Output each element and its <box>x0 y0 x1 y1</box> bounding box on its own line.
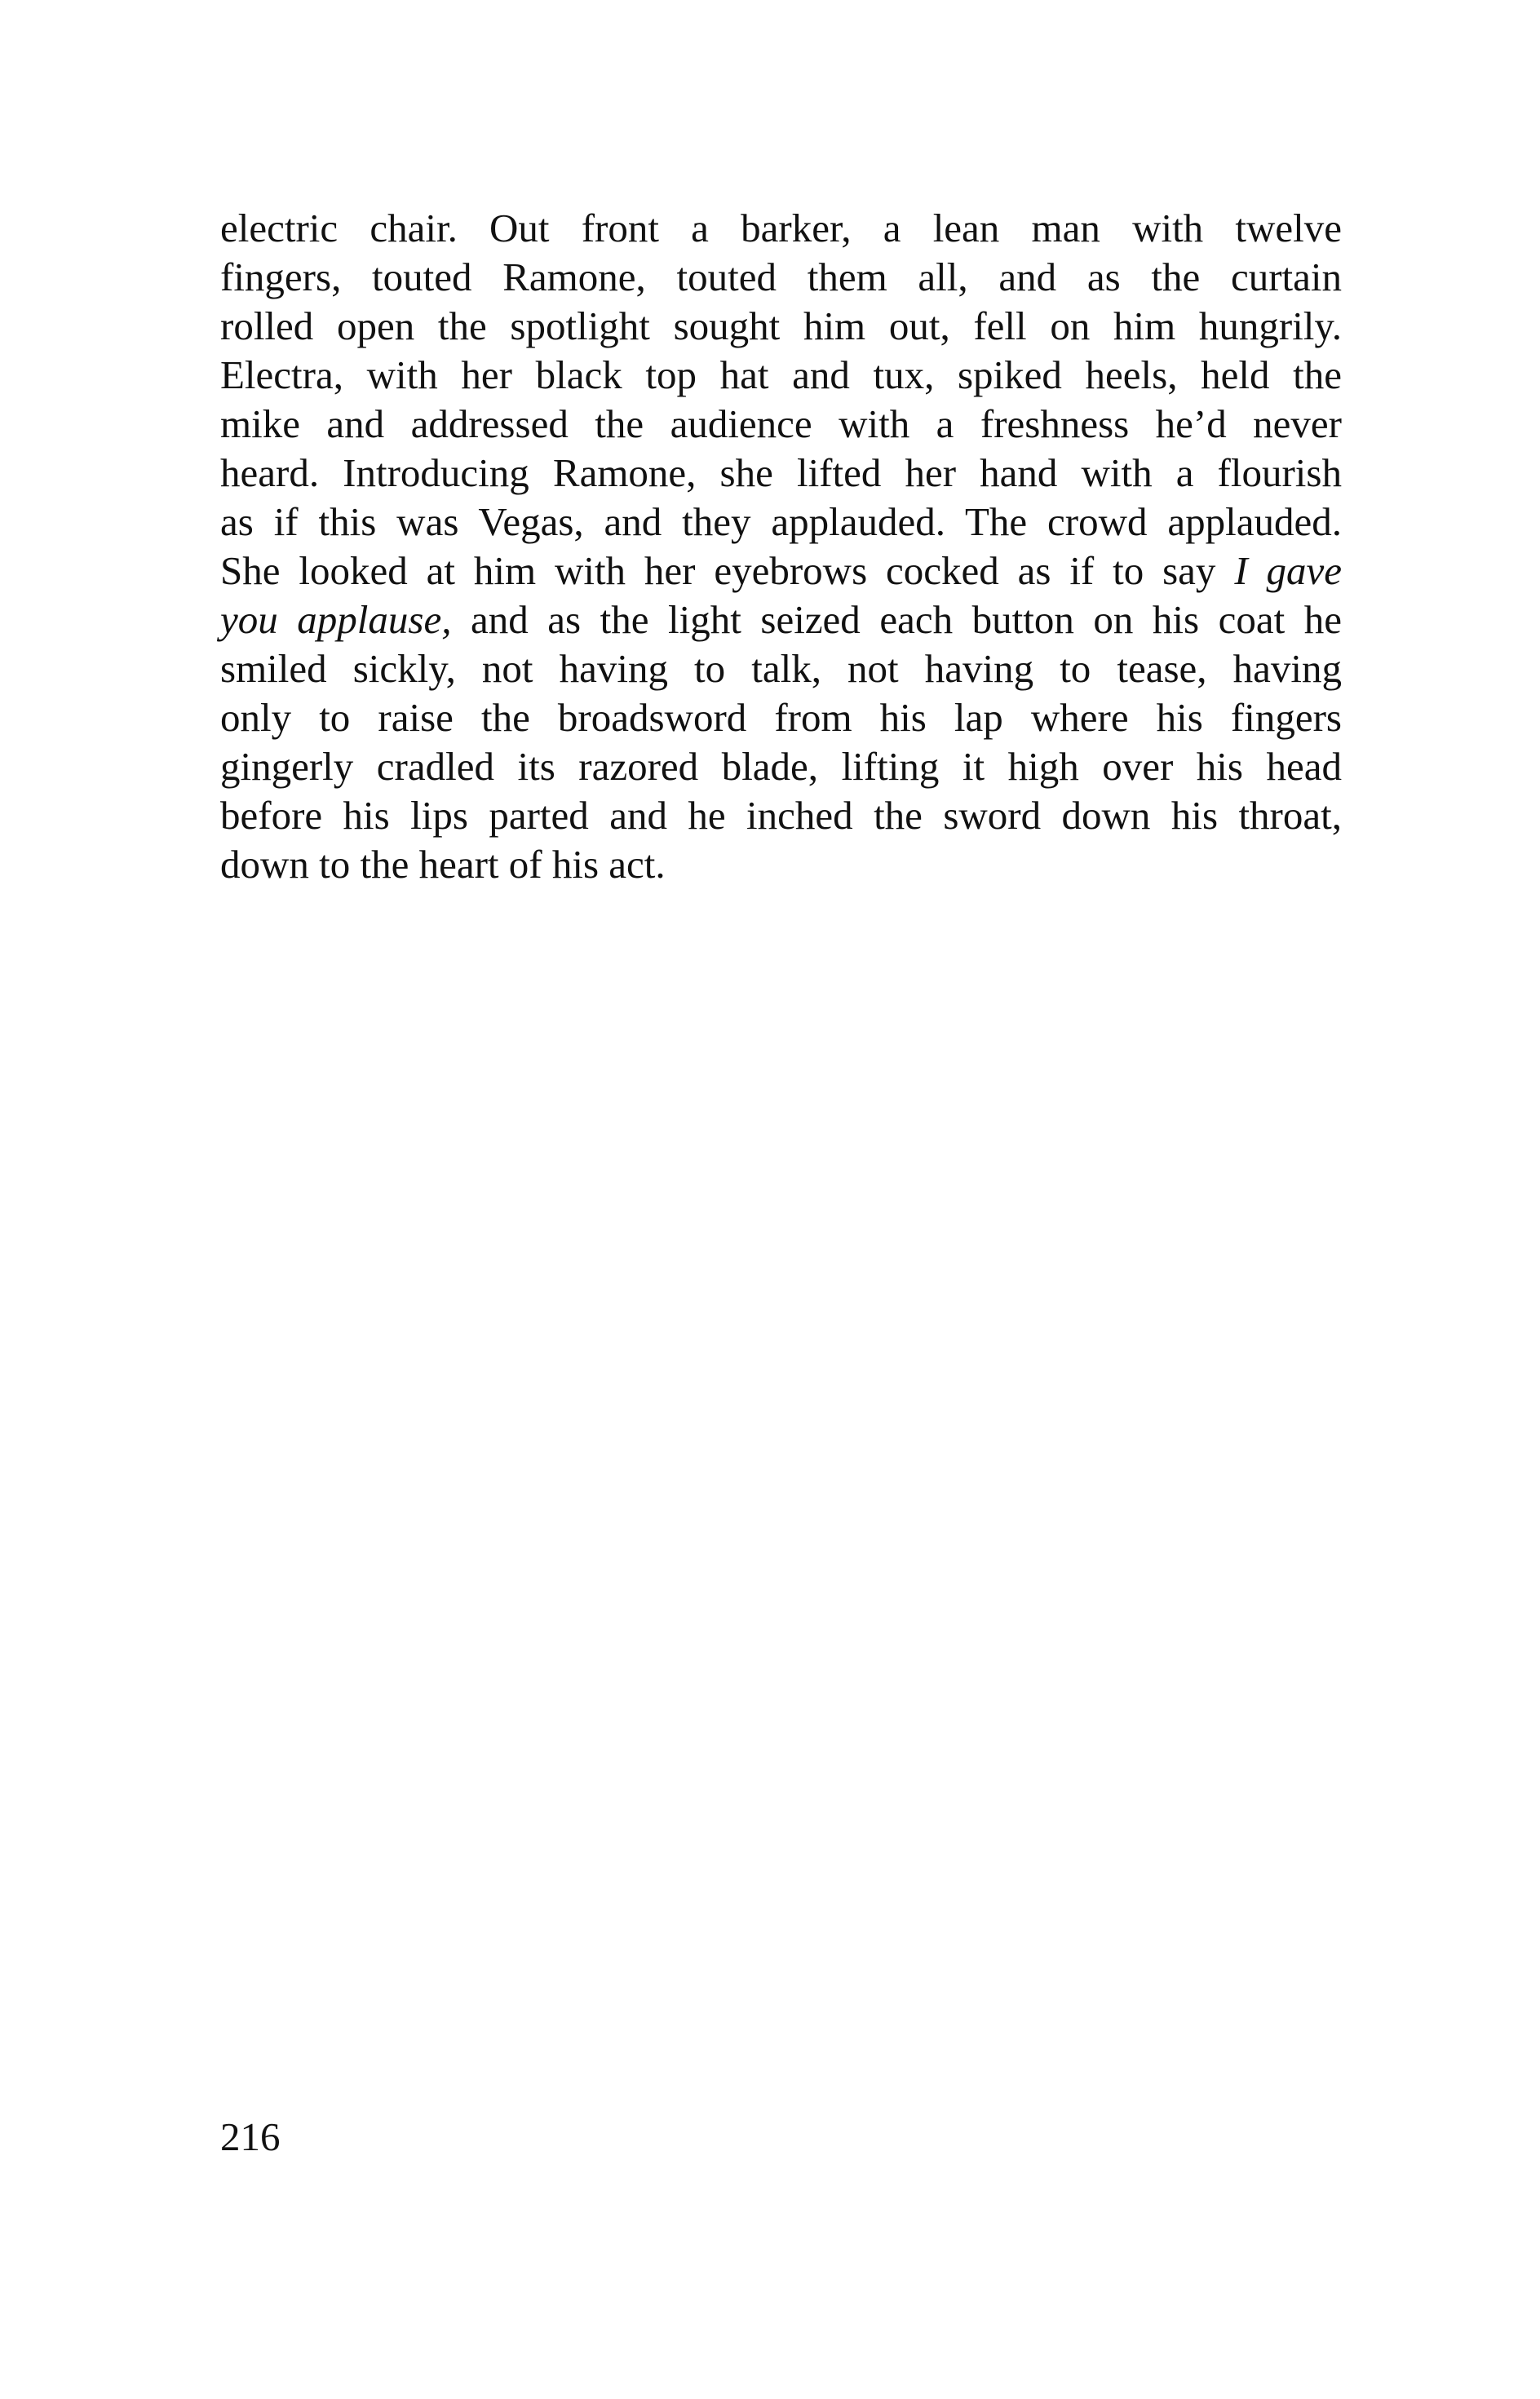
text-line: Electra, with her black top hat and tux, spiked heels, held the <box>220 352 1342 397</box>
text-line: gingerly cradled its razored blade, lifting it high over his head <box>220 744 1342 789</box>
italic-text: you applause, <box>220 597 452 642</box>
body-text <box>220 204 1342 889</box>
page-number: 216 <box>220 2114 281 2159</box>
text-segment: and as the light seized each button on his coat he <box>451 597 1342 642</box>
text-line: rolled open the spotlight sought him out, fell on him hungrily. <box>220 303 1342 348</box>
text-line: down to the heart of his act. <box>220 842 666 887</box>
text-line: electric chair. Out front a barker, a lean man with twelve <box>220 206 1342 250</box>
text-line: only to raise the broadsword from his lap where his fingers <box>220 695 1342 740</box>
italic-text: I gave <box>1234 548 1342 593</box>
text-segment: She looked at him with her eyebrows cocked as if to say <box>220 548 1235 593</box>
text-line: before his lips parted and he inched the sword down his throat, <box>220 793 1342 838</box>
text-line: heard. Introducing Ramone, she lifted her hand with a flourish <box>220 450 1342 495</box>
text-line: mike and addressed the audience with a freshness he’d never <box>220 401 1342 446</box>
text-line: fingers, touted Ramone, touted them all, and as the curtain <box>220 255 1342 299</box>
text-line <box>220 547 1342 595</box>
text-line: smiled sickly, not having to talk, not having to tease, having <box>220 646 1342 691</box>
text-line: as if this was Vegas, and they applauded. The crowd applauded. <box>220 499 1342 544</box>
text-line <box>220 595 1342 644</box>
